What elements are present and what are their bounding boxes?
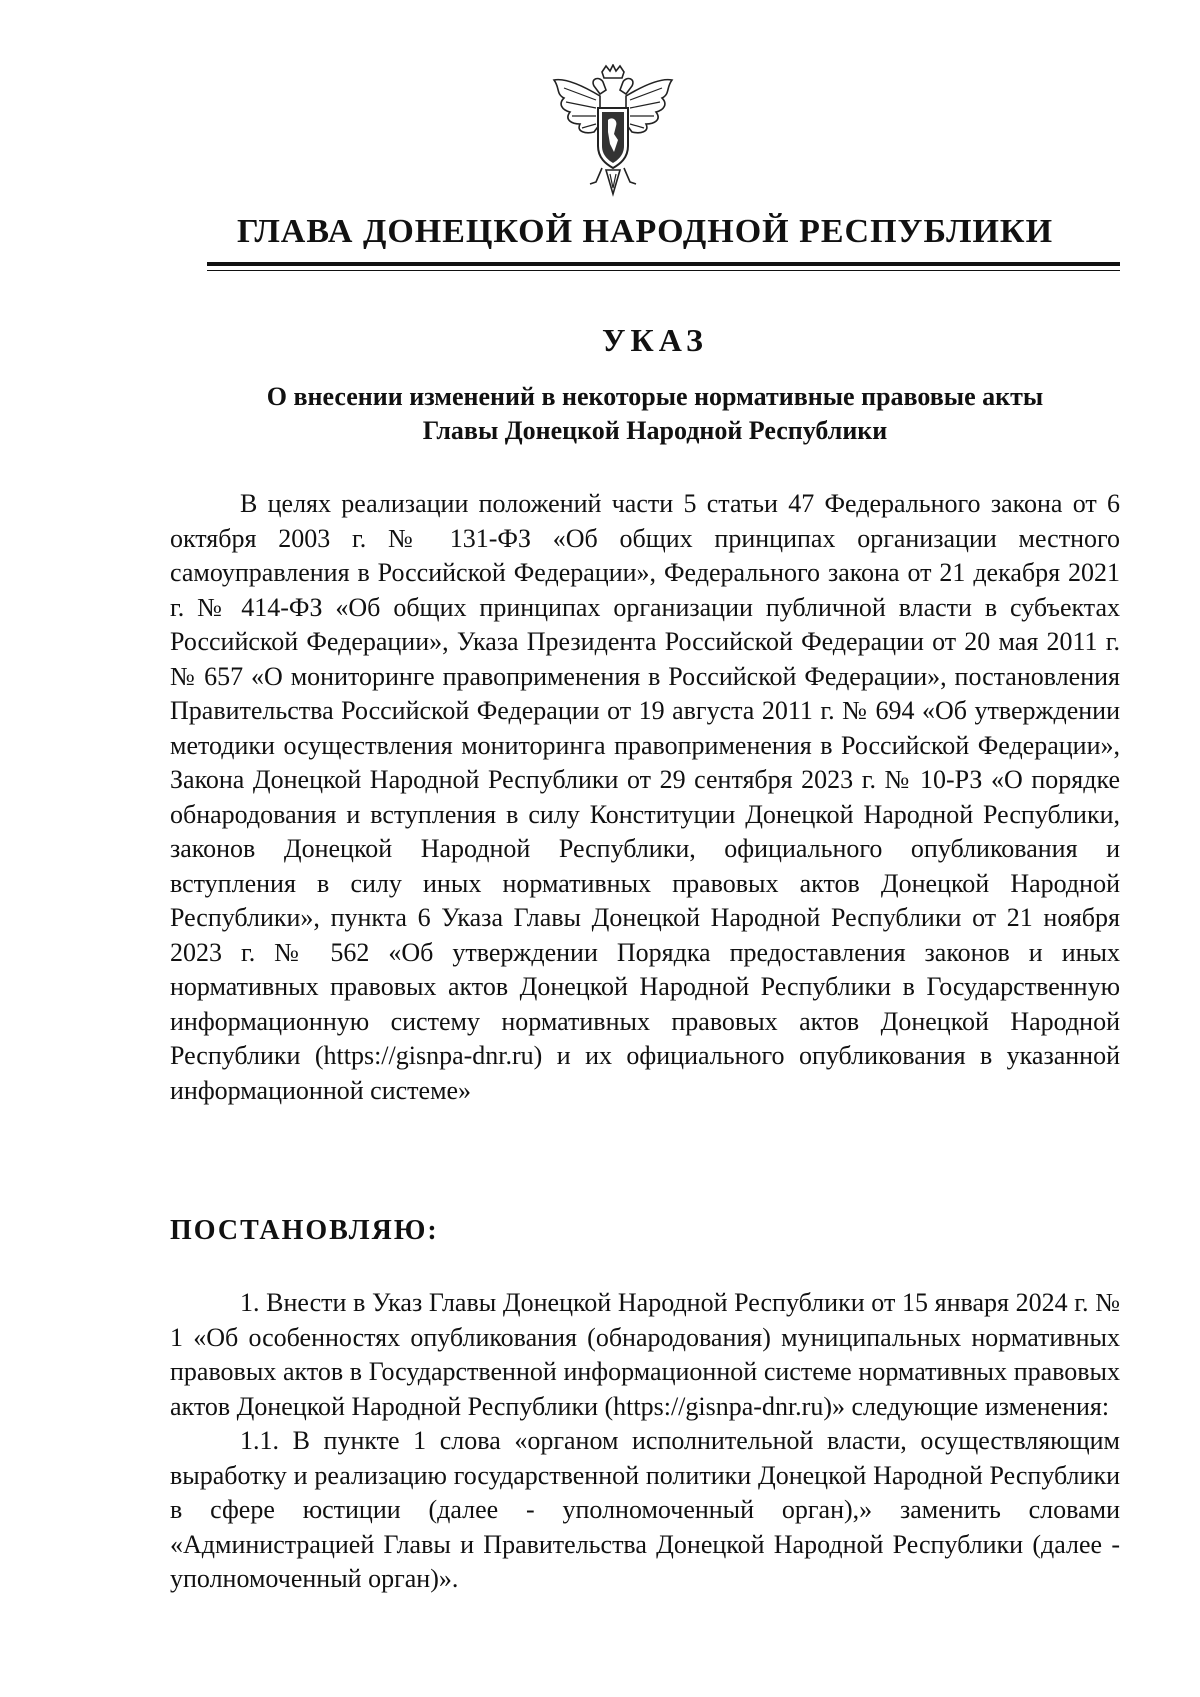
header-rule-thin [207,270,1120,271]
decree-item: 1.1. В пункте 1 слова «органом исполнительной власти, осуществляющим выработку и реализацию государственной политики Донецкой Народной Республики в сфере юстиции (далее - уполномоченный орган),» заменить словами «Администрацией Главы и Правительства Донецкой Народной Республики (далее - уполномоченный орган)». [170,1426,1120,1593]
authority-title: ГЛАВА ДОНЕЦКОЙ НАРОДНОЙ РЕСПУБЛИКИ [236,213,1054,250]
decree-word: ПОСТАНОВЛЯЮ: [170,1215,439,1246]
subject-line-1: О внесении изменений в некоторые нормативные правовые акты [266,382,1044,411]
preamble-paragraph: В целях реализации положений части 5 статьи 47 Федерального закона от 6 октября 2003 г. № 131-ФЗ «Об общих принципах организации местного самоуправления в Российской Федерации», Федерального закона от 21 декабря 2021 г. № 414-ФЗ «Об общих принципах организации публичной власти в субъектах Российской Федерации», Указа Президента Российской Федерации от 20 мая 2011 г. № 657 «О мониторинге правоприменения в Российской Федерации», постановления Правительства Российской Федерации от 19 августа 2011 г. № 694 «Об утверждении методики осуществления мониторинга правоприменения в Российской Федерации», Закона Донецкой Народной Республики от 29 сентября 2023 г. № 10-РЗ «О порядке обнародования и вступления в силу Конституции Донецкой Народной Республики, законов Донецкой Народной Республики, официального опубликования и вступления в силу иных нормативных правовых актов Донецкой Народной Республики», пункта 6 Указа Главы Донецкой Народной Республики от 21 ноября 2023 г. № 562 «Об утверждении Порядка предоставления законов и иных нормативных правовых актов Донецкой Народной Республики в Государственную информационную систему нормативных правовых актов Донецкой Народной Республики (https://gisnpa-dnr.ru) и их официального опубликования в указанной информационной системе» [170,489,1120,1105]
header-rule-thick [207,262,1120,266]
document-subject [170,380,1140,448]
decree-item: 1. Внести в Указ Главы Донецкой Народной Республики от 15 января 2024 г. № 1 «Об особенностях опубликования (обнародования) муниципальных нормативных правовых актов в Государственной информационной системе нормативных правовых актов Донецкой Народной Республики (https://gisnpa-dnr.ru)» следующие изменения: [170,1288,1120,1421]
document-type: УКАЗ [602,322,708,358]
decree-items [170,1286,1120,1597]
subject-line-2: Главы Донецкой Народной Республики [422,416,888,445]
coat-of-arms-eagle-icon [550,64,676,204]
